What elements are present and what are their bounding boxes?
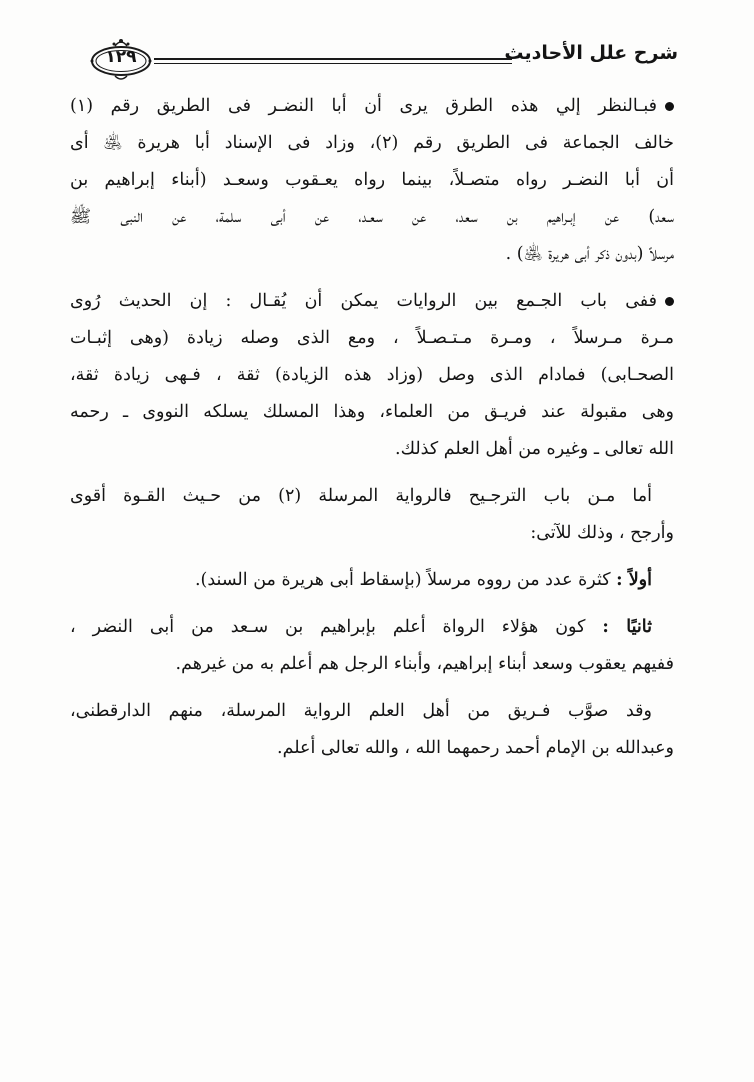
- body-text: [70, 88, 674, 767]
- paragraph-3: [70, 478, 674, 552]
- text-line: ففى باب الجـمع بين الروايات يمكن أن يُقـال : إن الحديث رُوى: [70, 283, 674, 320]
- paragraph-5: [70, 609, 674, 683]
- text-line: وعبدالله بن الإمام أحمد رحمهما الله ، والله تعالى أعلم.: [277, 738, 674, 758]
- page-number-badge: [88, 36, 154, 82]
- text-line: وقد صوَّب فـريق من أهل العلم الرواية المرسلة، منهم الدارقطنى،: [70, 701, 652, 721]
- point-label: أولاً :: [616, 570, 652, 590]
- point-label: ثانيًا :: [602, 617, 652, 637]
- bullet-icon: [665, 102, 674, 111]
- text-line: أن أبا النضـر رواه متصـلاً، بينما رواه يعـقوب وسعـد (أبناء إبراهيم بن: [70, 170, 674, 190]
- paragraph-4: [70, 562, 674, 599]
- page-header: [88, 36, 678, 82]
- text-line: أما مـن باب الترجـيح فالرواية المرسلة (٢) من حـيث القـوة أقوى: [70, 486, 652, 506]
- page-number: ١٢٩: [105, 47, 137, 67]
- text-line: وأرجح ، وذلك للآتى:: [530, 523, 674, 543]
- text-line: وهى مقبولة عند فريـق من العلماء، وهذا المسلك يسلكه النووى ـ رحمه: [70, 402, 674, 422]
- bullet-icon: [665, 297, 674, 306]
- running-title: شرح علل الأحاديث: [504, 42, 678, 64]
- header-rule: [154, 58, 512, 60]
- text-line: الصحـابى) فمادام الذى وصل (وزاد هذه الزيادة) ثقة ، فـهى زيادة ثقة،: [70, 365, 674, 385]
- text-line: خالف الجماعة فى الطريق رقم (٢)، وزاد فى الإسناد أبا هريرة ﵁ أى: [70, 133, 674, 153]
- paragraph-1: [70, 88, 674, 273]
- text-line: ففيهم يعقوب وسعد أبناء إبراهيم، وأبناء الرجل هم أعلم به من غيرهم.: [175, 654, 674, 674]
- header-rule-thin: [154, 63, 512, 64]
- text-line: ثانيًا : كون هؤلاء الرواة أعلم بإبراهيم بن سـعد من أبى النضر ،: [70, 617, 652, 637]
- paragraph-2: [70, 283, 674, 468]
- text-line: الله تعالى ـ وغيره من أهل العلم كذلك.: [395, 439, 674, 459]
- paragraph-6: [70, 693, 674, 767]
- text-line: مـرة مـرسلاً ، ومـرة مـتـصـلاً ، ومع الذى وصله زيادة (وهى إثبـات: [70, 328, 674, 348]
- text-line: فبـالنظر إلي هذه الطرق يرى أن أبا النضـر فى الطريق رقم (١): [70, 88, 674, 125]
- text-line: سعد) عن إبـراهيم بن سعد، عن سعـد، عن أبى سلمة، عن النبى ﷺ: [70, 207, 674, 227]
- text-line: أولاً : كثرة عدد من رووه مرسلاً (بإسقاط أبى هريرة من السند).: [194, 570, 652, 590]
- text-line: مرسلاً (بدون ذكر أبى هريرة ﵁) .: [505, 244, 674, 264]
